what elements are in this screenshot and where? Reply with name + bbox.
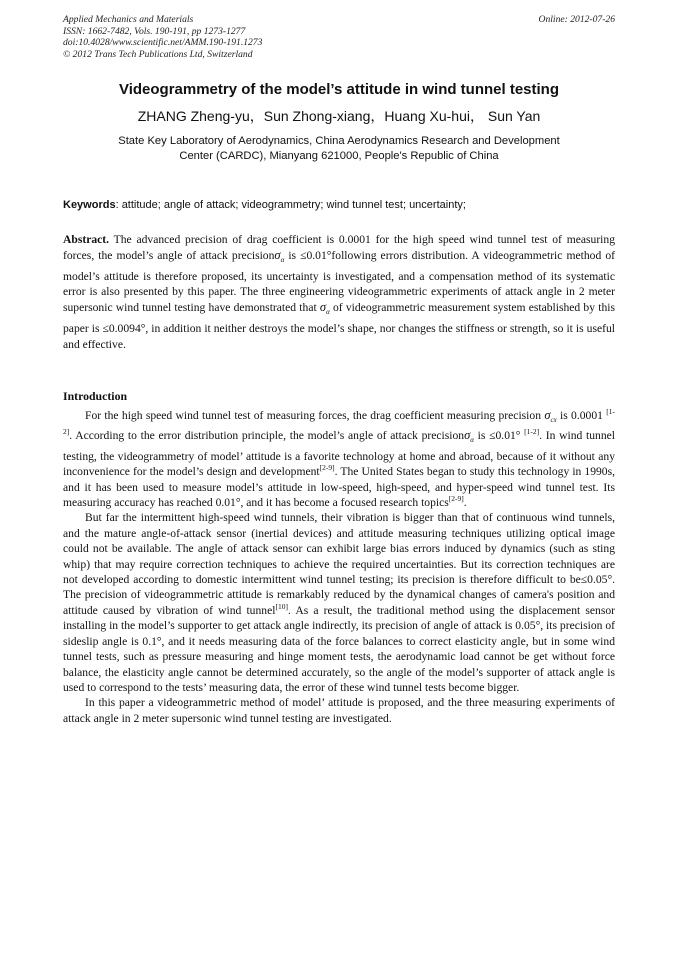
abstract-label: Abstract. (63, 233, 110, 246)
citation: [2-9] (319, 463, 335, 473)
cx-subscript: cx (550, 416, 557, 424)
introduction-heading: Introduction (63, 389, 128, 403)
paper-title: Videogrammetry of the model’s attitude in wind tunnel testing (118, 81, 560, 98)
sigma-symbol: σ (274, 247, 281, 262)
intro-text: . (463, 496, 467, 510)
sigma-symbol: σ (464, 428, 471, 443)
journal-name: Applied Mechanics and Materials (63, 14, 194, 25)
intro-text: For the high speed wind tunnel test of measuring forces, the drag coefficient measuring precision (85, 409, 545, 422)
keywords-text: : attitude; angle of attack; videogrammetry; wind tunnel test; uncertainty; (115, 199, 466, 211)
intro-text: is ≤0.01° (473, 429, 525, 443)
abstract-part-1: The advanced precision of drag coefficient is 0.0001 for the high speed wind tunnel test of measuring forces, the model’s angle of attack precision (63, 233, 615, 262)
intro-text: . The United States began to study this technology in 1990s, and it has been used to measure model’s attitude in low-speed, high-speed, and hyper-speed wind tunnel test. Its measuring accuracy has reached 0.01°, and it has become a focused research topics (63, 465, 615, 510)
paper-authors: ZHANG Zheng-yu，Sun Zhong-xiang，Huang Xu-hui， Sun Yan (137, 108, 541, 124)
online-date: Online: 2012-07-26 (538, 14, 615, 25)
journal-copyright: © 2012 Trans Tech Publications Ltd, Switzerland (63, 48, 253, 60)
citation: [1-2] (524, 427, 540, 437)
affiliation-line-2: Center (CARDC), Mianyang 621000, People's Republic of China (179, 149, 499, 162)
journal-header (63, 14, 615, 60)
intro-text: . According to the error distribution principle, the model’s angle of attack precision (69, 429, 465, 443)
keywords-label: Keywords (63, 199, 116, 211)
alpha-subscript: α (326, 308, 330, 317)
affiliation (70, 134, 608, 163)
alpha-subscript: α (280, 255, 285, 264)
sigma-symbol: σ (544, 408, 551, 422)
intro-text: . As a result, the traditional method using the displacement sensor installing in the model’s supporter to get attack angle indirectly, its precision of angle of attack is 0.05°, its precision of sideslip angle is 0.1°, and it needs measuring data of the force balances to correct elasticity angle, but in some wind tunnel tests, such as pressure measuring and hinge moment tests, the aerodynamic load cannot be get without force balance, the elasticity angle cannot be determined accurately, so the angle of the model’s supporter of attack angle is used to correspond to the tests’ measuring data, the error of these wind tunnel tests become bigger. (63, 603, 615, 694)
journal-issn: ISSN: 1662-7482, Vols. 190-191, pp 1273-1277 (63, 25, 246, 37)
affiliation-line-1: State Key Laboratory of Aerodynamics, China Aerodynamics Research and Development (118, 135, 560, 147)
intro-text: is 0.0001 (556, 409, 607, 422)
intro-paragraph-2 (63, 510, 615, 695)
citation: [1-2] (63, 407, 616, 437)
intro-text: . In wind tunnel testing, the videogrammetry of model’ attitude is a favorite technology at home and abroad, because of it without any inconvenience for the model’s design and development (63, 429, 616, 479)
intro-text: But far the intermittent high-speed wind tunnels, their vibration is bigger than that of continuous wind tunnels, and the mature angle-of-attack sensor (inertial devices) and attitude measuring techniques utilizing optical image could not be available. The angle of attack sensor can exhibit large bias errors induced by dynamics (such as sting whip) that may require correction techniques to achieve the required uncertainties. But its correction techniques are not developed according to domestic intermittent wind tunnel testing; its precision is therefore difficult to be≤0.05°. The precision of videogrammetric attitude is remarkably reduced by the dynamical changes of camera's position and attitude caused by vibration of wind tunnel (63, 511, 615, 617)
keywords (63, 198, 615, 212)
citation: [2-9] (448, 494, 464, 504)
intro-paragraph-1 (63, 408, 615, 510)
sigma-symbol: σ (319, 300, 327, 315)
journal-doi: doi:10.4028/www.scientific.net/AMM.190-191.1273 (63, 37, 263, 48)
abstract-part-3: of videogrammetric measurement system established by this paper is ≤0.0094°, in addition it neither destroys the model’s shape, nor changes the stiffness or strength, so it is useful and effective. (63, 301, 615, 351)
alpha-subscript: α (470, 436, 474, 445)
abstract-part-2: is ≤0.01°following errors distribution. A videogrammetric method of model’s attitude is therefore proposed, its uncertainty is investigated, and a compensation method of its systematic error is also presented by this paper. The three engineering videogrammetric experiments of attack angle in 2 meter supersonic wind tunnel testing have demonstrated that (63, 248, 615, 315)
introduction-body (63, 408, 615, 726)
citation: [10] (275, 602, 288, 612)
intro-paragraph-3: In this paper a videogrammetric method of model’ attitude is proposed, and the three measuring experiments of attack angle in 2 meter supersonic wind tunnel testing are investigated. (63, 696, 615, 725)
abstract (63, 232, 615, 353)
